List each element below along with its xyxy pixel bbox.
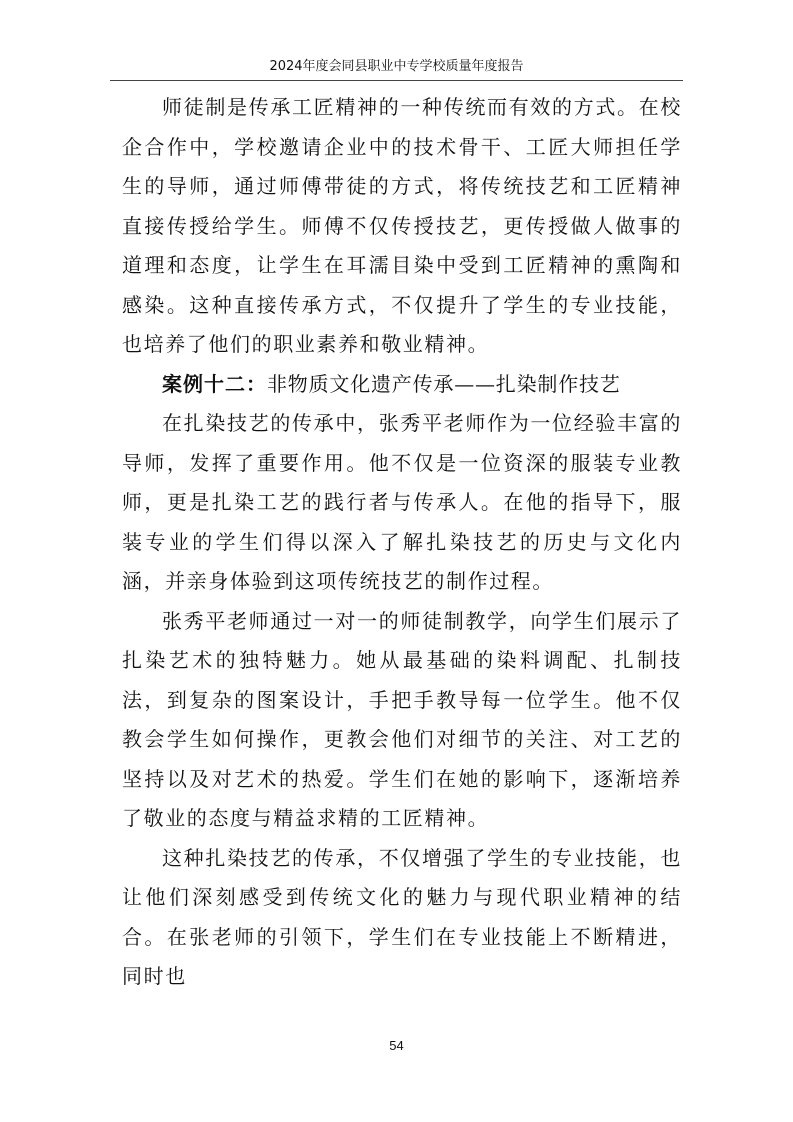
paragraph-tie-dye-intro: 在扎染技艺的传承中，张秀平老师作为一位经验丰富的导师，发挥了重要作用。他不仅是一位资深的服装专业教师，更是扎染工艺的践行者与传承人。在他的指导下，服装专业的学生们得以深入了解扎染技艺的历史与文化内涵，并亲身体验到这项传统技艺的制作过程。 [122, 411, 682, 593]
case-heading [122, 365, 682, 405]
page-number: 54 [389, 1038, 404, 1053]
running-header: 2024年度会同县职业中专学校质量年度报告 [269, 59, 524, 74]
paragraph-tie-dye-legacy: 这种扎染技艺的传承，不仅增强了学生的专业技能，也让他们深刻感受到传统文化的魅力与现代职业精神的结合。在张老师的引领下，学生们在专业技能上不断精进，同时也 [122, 845, 682, 988]
header-divider [110, 80, 683, 81]
case-label: 案例十二： [162, 371, 267, 396]
paragraph-tie-dye-teaching: 张秀平老师通过一对一的师徒制教学，向学生们展示了扎染艺术的独特魅力。她从最基础的染料调配、扎制技法，到复杂的图案设计，手把手教导每一位学生。他不仅教会学生如何操作，更教会他们对细节的关注、对工艺的坚持以及对艺术的热爱。学生们在她的影响下，逐渐培养了敬业的态度与精益求精的工匠精神。 [122, 608, 682, 830]
paragraph-apprenticeship: 师徒制是传承工匠精神的一种传统而有效的方式。在校企合作中，学校邀请企业中的技术骨干、工匠大师担任学生的导师，通过师傅带徒的方式，将传统技艺和工匠精神直接传授给学生。师傅不仅传授技艺，更传授做人做事的道理和态度，让学生在耳濡目染中受到工匠精神的熏陶和感染。这种直接传承方式，不仅提升了学生的专业技能，也培养了他们的职业素养和敬业精神。 [122, 95, 682, 356]
case-title: 非物质文化遗产传承——扎染制作技艺 [267, 371, 621, 396]
body-text [122, 88, 682, 997]
